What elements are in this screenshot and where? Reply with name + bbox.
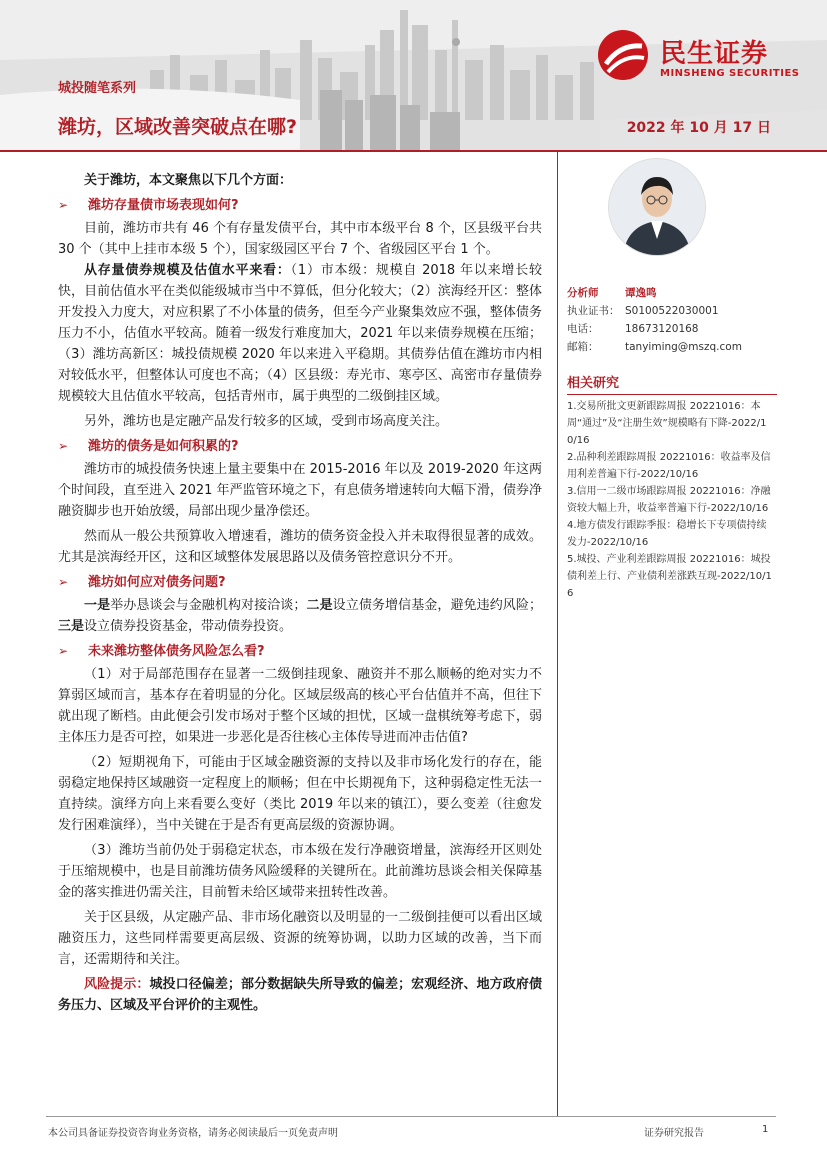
paragraph: 然而从一般公共预算收入增速看，潍坊的债务资金投入并未取得很显著的成效。尤其是滨海经开区，这和区域整体发展思路以及债务管控意识分不开。 xyxy=(58,529,542,565)
related-item[interactable]: 5.城投、产业利差跟踪周报 20221016：城投债利差上行、产业债利差涨跌互现-2022/10/16 xyxy=(567,554,772,599)
paragraph: （3）潍坊当前仍处于弱稳定状态，市本级在发行净融资增量，滨海经开区则处于压缩规模中，也是目前潍坊债务风险缓释的关键所在。此前潍坊恳谈会相关保障基金的落实推进仍需关注，目前暂未给区域带来扭转性改善。 xyxy=(58,843,542,900)
intro-text: 关于潍坊，本文聚焦以下几个方面： xyxy=(84,173,293,188)
related-item[interactable]: 1.交易所批文更新跟踪周报 20221016：本周“通过”及“注册生效”规模略有下降-2022/10/16 xyxy=(567,401,767,446)
related-item[interactable]: 2.品种利差跟踪周报 20221016：收益率及信用利差普遍下行-2022/10/16 xyxy=(567,452,771,480)
header-divider xyxy=(0,150,827,152)
risk-note: 风险提示：城投口径偏差；部分数据缺失所导致的偏差；宏观经济、地方政府债务压力、区域及平台评价的主观性。 xyxy=(58,977,542,1013)
paragraph: （1）对于局部范围存在显著一二级倒挂现象、融资并不那么顺畅的绝对实力不算弱区域而言，基本存在着明显的分化。区域层级高的核心平台估值并不高，但往下就出现了断档。由此便会引发市场对于整个区域的担忧，区域一盘棋统筹考虑下，弱主体压力是否可控，如果进一步恶化是否往核心主体传导进而冲击估值? xyxy=(58,667,542,745)
brand-logo xyxy=(598,30,808,86)
analyst-info: 分析师 谭逸鸣 执业证书： S0100522030001 电话： 18673120168 邮箱： tanyiming@mszq.com xyxy=(567,284,777,356)
related-item[interactable]: 4.地方债发行跟踪季报：稳增长下专项债持续发力-2022/10/16 xyxy=(567,520,767,548)
logo-name-cn: 民生证券 xyxy=(660,39,769,69)
analyst-phone: 18673120168 xyxy=(625,323,699,335)
paragraph: 关于区县级，从定融产品、非市场化融资以及明显的一二级倒挂便可以看出区域融资压力，这些同样需要更高层级、资源的统筹协调，以助力区域的改善，当下而言，还需期待和关注。 xyxy=(58,910,542,967)
page-number: 1 xyxy=(762,1124,769,1135)
paragraph: 潍坊市的城投债务快速上量主要集中在 2015-2016 年以及 2019-2020 年这两个时间段，直至进入 2021 年严监管环境之下，有息债务增速转向大幅下滑，债券净融资脚步也开始放缓，局部出现少量净偿还。 xyxy=(58,462,542,519)
analyst-name: 谭逸鸣 xyxy=(625,287,657,299)
logo-name-en: MINSHENG SECURITIES xyxy=(660,68,800,79)
report-title: 潍坊，区域改善突破点在哪? xyxy=(58,116,298,138)
question-heading: ➢ 潍坊的债务是如何积累的? xyxy=(58,436,542,457)
report-series: 城投随笔系列 xyxy=(58,81,137,96)
analyst-email[interactable]: tanyiming@mszq.com xyxy=(625,341,742,353)
main-content xyxy=(58,170,542,1016)
arrow-bullet-icon: ➢ xyxy=(58,439,69,453)
paragraph: 从存量债券规模及估值水平来看：（1）市本级：规模自 2018 年以来增长较快，目前估值水平在类似能级城市当中不算低，但分化较大；（2）滨海经开区：整体开发投入力度大，对应积累了不小体量的债务，但至今产业聚集效应不强，整体债务压力不小，估值水平较高。随着一级发行难度加大，2021 年以来债券规模在压缩；（3）潍坊高新区：城投债规模 2020 年以来进入平稳期。其债券估值在潍坊市内相对较低水平，但整体认可度也不高；（4）区县级：寿光市、寒亭区、高密市存量债券规模较大且估值水平较高，包括青州市，属于典型的二级倒挂区域。 xyxy=(58,263,542,404)
question-heading: ➢ 潍坊如何应对债务问题? xyxy=(58,572,542,593)
footer-disclaimer: 本公司具备证券投资咨询业务资格，请务必阅读最后一页免责声明 xyxy=(48,1128,338,1139)
analyst-cert: S0100522030001 xyxy=(625,305,719,317)
paragraph: 目前，潍坊市共有 46 个有存量发债平台，其中市本级平台 8 个，区县级平台共 30 个（其中上挂市本级 5 个），国家级园区平台 7 个、省级园区平台 1 个。 xyxy=(58,221,542,257)
header-banner xyxy=(0,0,827,150)
paragraph: 另外，潍坊也是定融产品发行较多的区域，受到市场高度关注。 xyxy=(84,414,449,429)
report-date: 2022 年 10 月 17 日 xyxy=(626,120,771,136)
footer-report-type: 证券研究报告 xyxy=(644,1128,704,1139)
analyst-photo xyxy=(608,158,706,256)
related-research-list xyxy=(567,398,773,602)
paragraph: 一是举办恳谈会与金融机构对接洽谈；二是设立债务增信基金，避免违约风险；三是设立债券投资基金，带动债券投资。 xyxy=(58,598,542,634)
arrow-bullet-icon: ➢ xyxy=(58,198,69,212)
question-heading: ➢ 未来潍坊整体债务风险怎么看? xyxy=(58,641,542,662)
footer-divider xyxy=(46,1116,776,1117)
related-research-title: 相关研究 xyxy=(567,372,777,395)
paragraph: （2）短期视角下，可能由于区域金融资源的支持以及非市场化发行的存在，能弱稳定地保持区域融资一定程度上的顺畅；但在中长期视角下，这种弱稳定性无法一直持续。演绎方向上来看要么变好（类比 2019 年以来的镇江），要么变差（往愈发发行困难演绎），当中关键在于是否有更高层级的资源协调。 xyxy=(58,755,542,833)
arrow-bullet-icon: ➢ xyxy=(58,644,69,658)
logo-emblem-icon xyxy=(598,30,648,80)
column-divider xyxy=(557,152,558,1116)
related-item[interactable]: 3.信用一二级市场跟踪周报 20221016：净融资较大幅上升，收益率普遍下行-2022/10/16 xyxy=(567,486,771,514)
arrow-bullet-icon: ➢ xyxy=(58,575,69,589)
question-heading: ➢ 潍坊存量债市场表现如何? xyxy=(58,195,542,216)
